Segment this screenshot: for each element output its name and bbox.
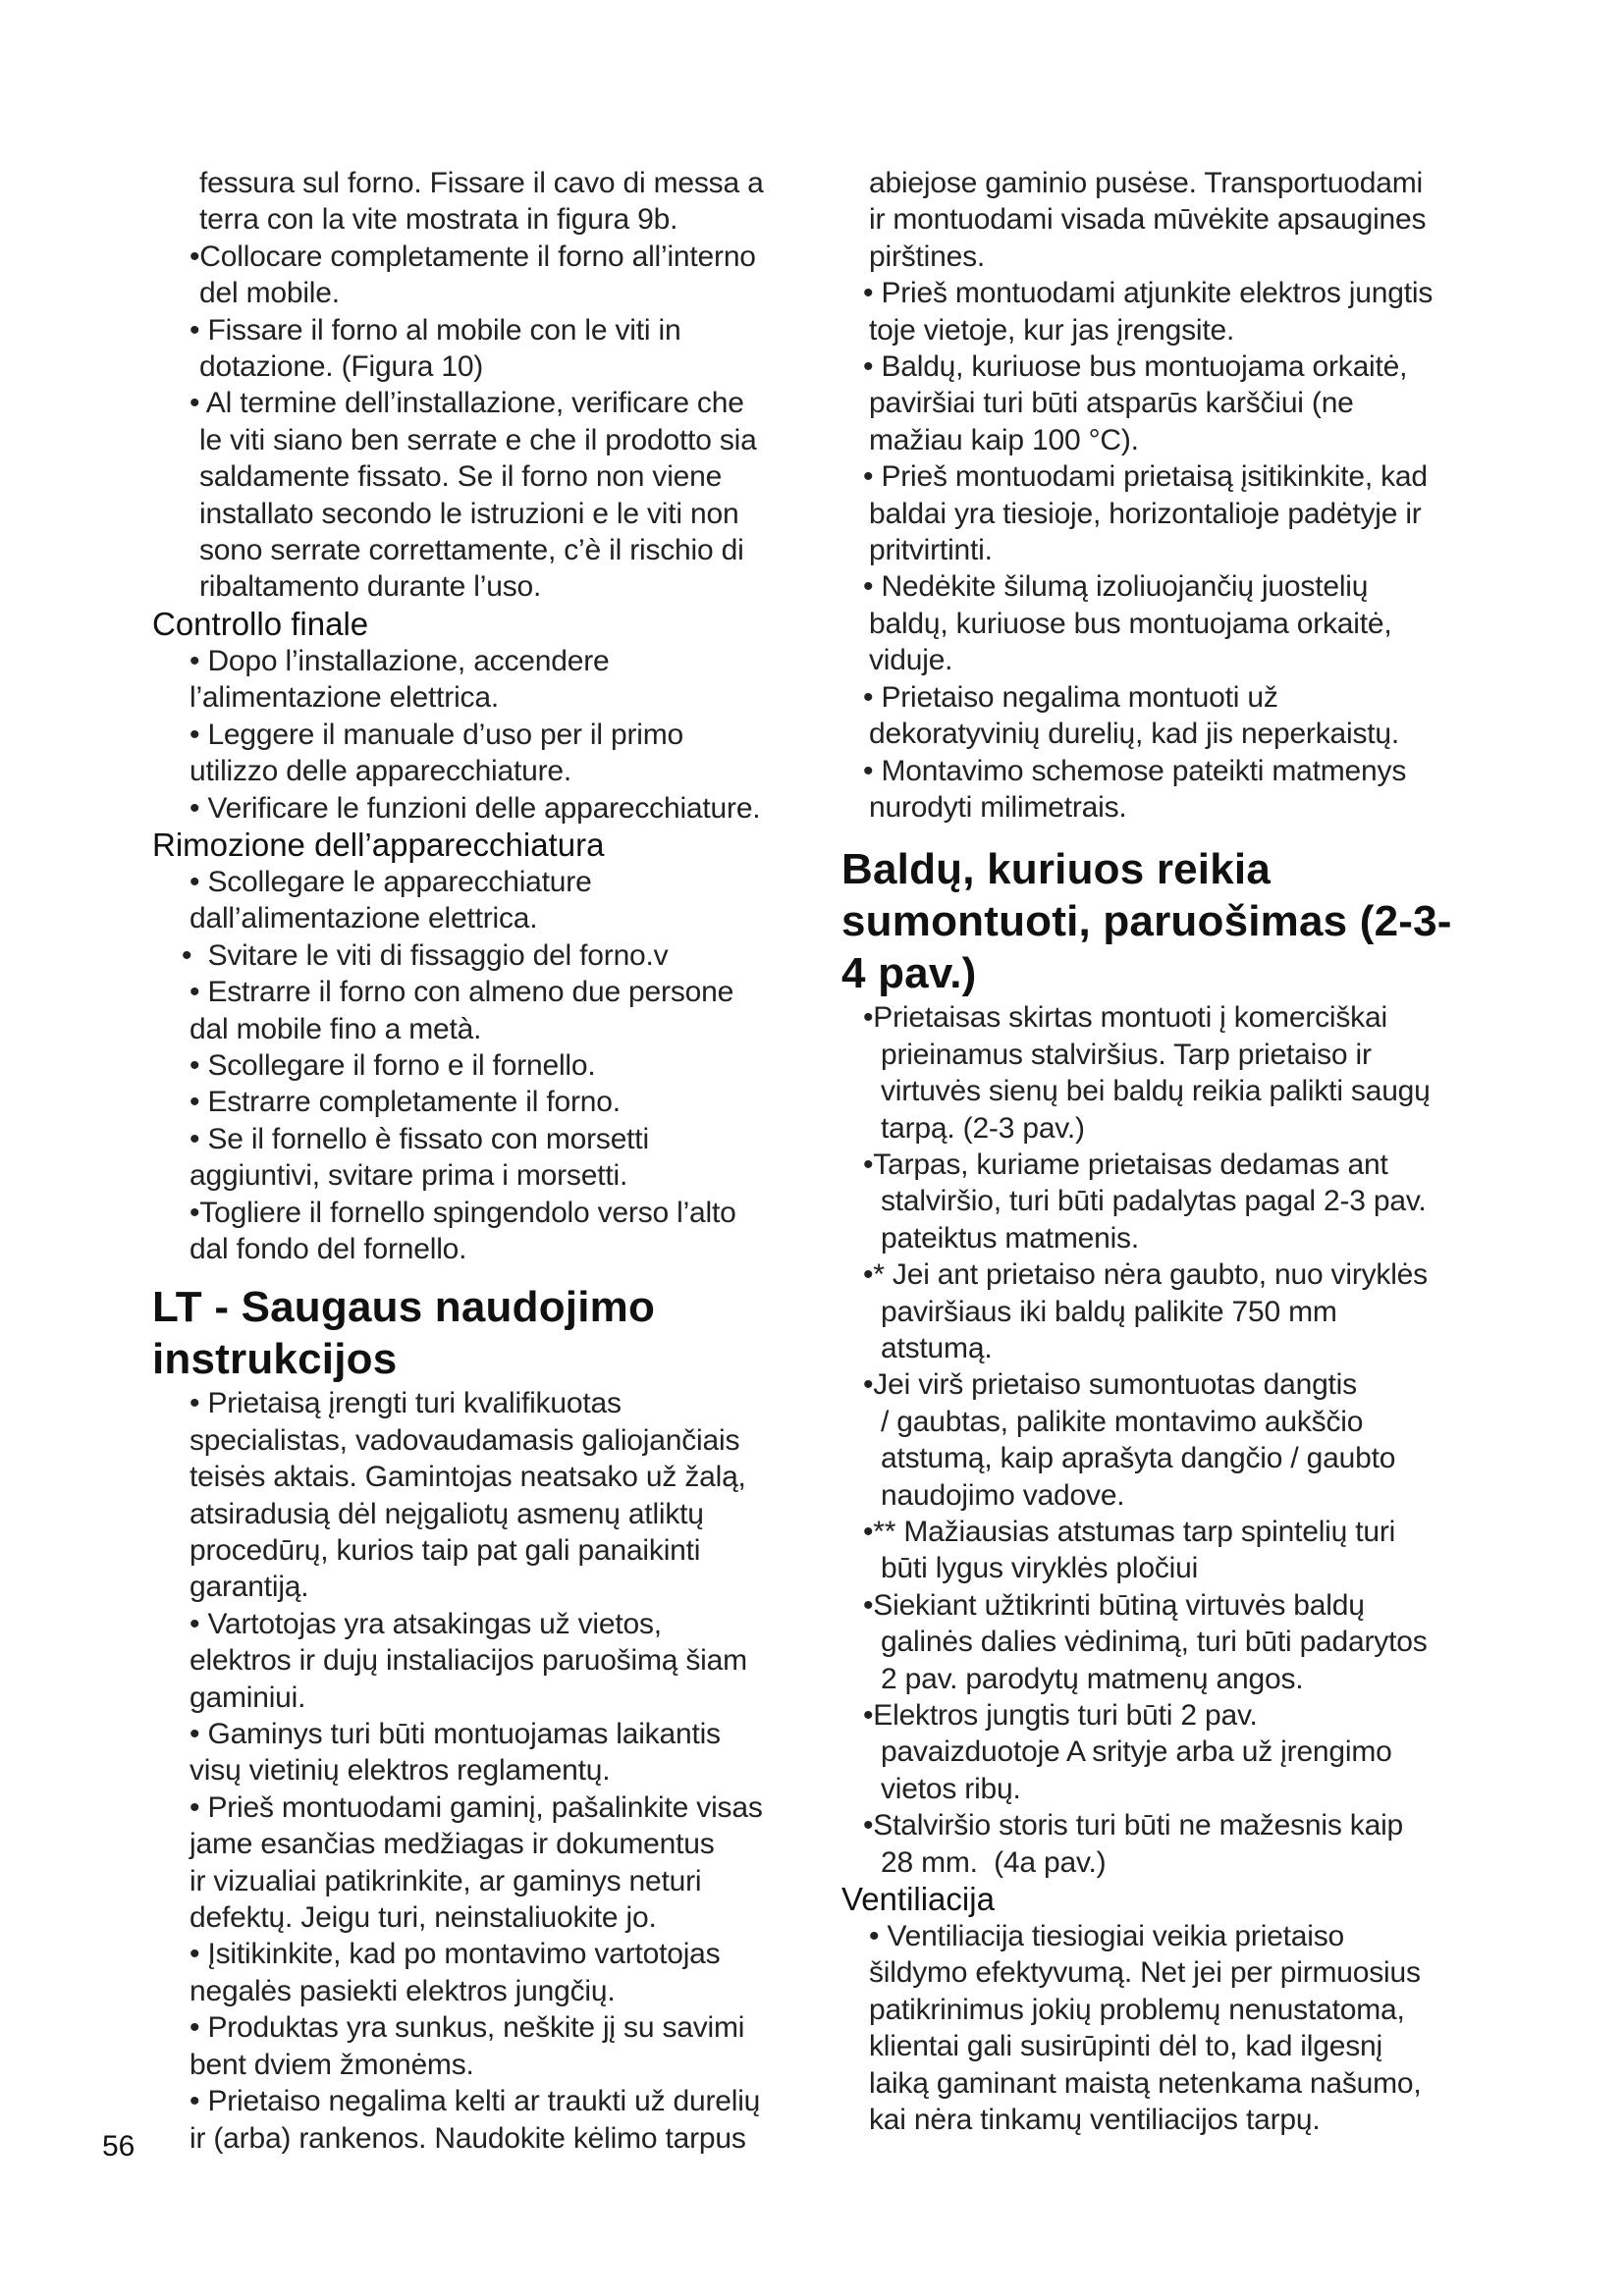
text-line: elektros ir dujų instaliacijos paruošimą šiam — [189, 1644, 747, 1678]
text-line: fessura sul forno. Fissare il cavo di messa a — [199, 167, 764, 199]
section-heading-baldu-line1: Baldų, kuriuos reikia — [841, 845, 1272, 894]
text-line: • Dopo l’installazione, accendere — [189, 644, 610, 677]
text-line: laiką gaminant maistą netenkama našumo, — [869, 2066, 1422, 2100]
text-line: 28 mm. (4a pav.) — [881, 1845, 1107, 1879]
text-line: •Prietaisas skirtas montuoti į komerciškai — [863, 1001, 1387, 1035]
text-line: pritvirtinti. — [869, 534, 993, 567]
text-line: •Togliere il fornello spingendolo verso l’alto — [189, 1196, 736, 1229]
text-line: •Elektros jungtis turi būti 2 pav. — [863, 1699, 1258, 1733]
text-line: dall’alimentazione elettrica. — [189, 902, 538, 935]
text-line: • Baldų, kuriuose bus montuojama orkaitė, — [863, 350, 1408, 384]
section-heading-lt-line1: LT - Saugaus naudojimo — [152, 1283, 656, 1332]
text-line: installato secondo le istruzioni e le viti non — [199, 497, 739, 530]
text-line: vietos ribų. — [881, 1772, 1021, 1805]
section-heading-rimozione: Rimozione dell’apparecchiatura — [152, 826, 605, 863]
text-line: jame esančias medžiagas ir dokumentus — [189, 1828, 715, 1861]
text-line: pirštines. — [869, 240, 986, 273]
text-line: •Collocare completamente il forno all’interno — [189, 240, 756, 273]
text-line: • Prieš montuodami prietaisą įsitikinkite, kad — [863, 460, 1428, 494]
text-line: defektų. Jeigu turi, neinstaliuokite jo. — [189, 1901, 657, 1935]
text-line: •* Jei ant prietaiso nėra gaubto, nuo viryklės — [863, 1258, 1428, 1292]
text-line: galinės dalies vėdinimą, turi būti padarytos — [881, 1626, 1428, 1659]
text-line: • Prietaiso negalima montuoti už — [863, 680, 1278, 714]
text-line: viduje. — [869, 644, 953, 677]
text-line: paviršiai turi būti atsparūs karščiui (ne — [869, 387, 1354, 420]
text-line: •Tarpas, kuriame prietaisas dedamas ant — [863, 1148, 1388, 1181]
section-heading-baldu-line2: sumontuoti, paruošimas (2-3- — [841, 897, 1452, 946]
text-line: •Stalviršio storis turi būti ne mažesnis kaip — [863, 1809, 1404, 1842]
text-line: • Verificare le funzioni delle apparecchiature. — [189, 791, 761, 825]
text-line: pateiktus matmenis. — [881, 1221, 1139, 1255]
text-line: visų vietinių elektros reglamentų. — [189, 1754, 611, 1788]
text-line: nurodyti milimetrais. — [869, 790, 1127, 824]
section-heading-lt-line2: instrukcijos — [152, 1335, 398, 1384]
text-line: • Prietaisą įrengti turi kvalifikuotas — [189, 1387, 622, 1420]
text-line: virtuvės sienų bei baldų reikia palikti saugų — [881, 1075, 1431, 1108]
text-line: prieinamus stalviršius. Tarp prietaiso ir — [881, 1038, 1372, 1071]
text-line: toje vietoje, kur jas įrengsite. — [869, 313, 1235, 347]
text-line: negalės pasiekti elektros jungčių. — [189, 1974, 616, 2007]
text-line: aggiuntivi, svitare prima i morsetti. — [189, 1159, 628, 1193]
text-line: sono serrate correttamente, c’è il rischio di — [199, 534, 744, 567]
text-line: • Produktas yra sunkus, neškite jį su savimi — [189, 2011, 745, 2045]
text-line: gaminiui. — [189, 1681, 306, 1714]
text-line: pavaizduotoje A srityje arba už įrengimo — [881, 1735, 1392, 1769]
text-line: utilizzo delle apparecchiature. — [189, 755, 572, 788]
text-line: • Prieš montuodami gaminį, pašalinkite visas — [189, 1790, 763, 1824]
text-line: •Jei virš prietaiso sumontuotas dangtis — [863, 1368, 1357, 1402]
text-line: • Prietaiso negalima kelti ar traukti už durelių — [189, 2085, 761, 2118]
text-line: saldamente fissato. Se il forno non viene — [199, 460, 723, 494]
text-line: le viti siano ben serrate e che il prodotto sia — [199, 423, 757, 456]
text-line: • Nedėkite šilumą izoliuojančių juostelių — [863, 570, 1369, 604]
text-line: dekoratyvinių durelių, kad jis neperkaistų. — [869, 718, 1400, 751]
text-line: dal mobile fino a metà. — [189, 1012, 482, 1045]
text-line: dotazione. (Figura 10) — [199, 350, 484, 384]
text-line: • Se il fornello è fissato con morsetti — [189, 1122, 649, 1155]
text-line: atsiradusią dėl neįgaliotų asmenų atliktų — [189, 1497, 704, 1530]
text-line: šildymo efektyvumą. Net jei per pirmuosius — [869, 1956, 1421, 1990]
text-line: ir (arba) rankenos. Naudokite kėlimo tarpus — [189, 2121, 746, 2155]
text-line: ir vizualiai patikrinkite, ar gaminys neturi — [189, 1864, 702, 1897]
text-line: •** Mažiausias atstumas tarp spintelių turi — [863, 1516, 1396, 1548]
text-line: klientai gali susirūpinti dėl to, kad ilgesnį — [869, 2030, 1382, 2063]
text-line: procedūrų, kurios taip pat gali panaikinti — [189, 1534, 701, 1567]
text-line: mažiau kaip 100 °C). — [869, 423, 1139, 456]
text-line: •Siekiant užtikrinti būtiną virtuvės baldų — [863, 1588, 1365, 1622]
text-line: kai nėra tinkamų ventiliacijos tarpų. — [869, 2104, 1321, 2137]
text-line: • Montavimo schemose pateikti matmenys — [863, 754, 1407, 787]
text-line: • Gaminys turi būti montuojamas laikantis — [189, 1718, 721, 1751]
text-line: • Svitare le viti di fissaggio del forno.v — [182, 938, 669, 972]
text-line: 2 pav. parodytų matmenų angos. — [881, 1662, 1304, 1695]
text-line: • Leggere il manuale d’uso per il primo — [189, 718, 683, 751]
text-line: stalviršio, turi būti padalytas pagal 2-3 pav. — [881, 1185, 1427, 1218]
text-line: baldų, kuriuose bus montuojama orkaitė, — [869, 607, 1392, 640]
text-line: terra con la vite mostrata in figura 9b. — [199, 203, 678, 237]
text-line: del mobile. — [199, 277, 340, 310]
text-line: • Įsitikinkite, kad po montavimo vartotojas — [189, 1938, 721, 1971]
text-line: • Scollegare le apparecchiature — [189, 865, 592, 898]
text-line: garantiją. — [189, 1571, 309, 1604]
text-line: atstumą. — [881, 1331, 993, 1364]
text-line: patikrinimus jokių problemų nenustatoma, — [869, 1993, 1405, 2026]
section-heading-ventiliacija: Ventiliacija — [841, 1881, 995, 1918]
text-line: • Estrarre completamente il forno. — [189, 1086, 621, 1119]
section-heading-baldu-line3: 4 pav.) — [841, 949, 977, 998]
left-column — [152, 165, 810, 2157]
text-line: bent dviem žmonėms. — [189, 2048, 474, 2081]
text-line: • Fissare il forno al mobile con le viti in — [189, 313, 681, 347]
text-line: ir montuodami visada mūvėkite apsaugines — [869, 203, 1427, 237]
text-line: • Estrarre il forno con almeno due persone — [189, 976, 734, 1009]
text-line: būti lygus viryklės pločiui — [881, 1552, 1199, 1585]
text-line: tarpą. (2-3 pav.) — [881, 1111, 1085, 1145]
text-line: • Scollegare il forno e il fornello. — [189, 1048, 596, 1082]
text-line: • Prieš montuodami atjunkite elektros jungtis — [863, 277, 1434, 310]
text-line: teisės aktais. Gamintojas neatsako už žalą, — [189, 1461, 746, 1494]
text-line: • Ventiliacija tiesiogiai veikia prietaiso — [869, 1920, 1345, 1953]
text-line: atstumą, kaip aprašyta dangčio / gaubto — [881, 1442, 1396, 1475]
text-line: baldai yra tiesioje, horizontalioje padėtyje ir — [869, 497, 1422, 530]
text-line: specialistas, vadovaudamasis galiojančiais — [189, 1423, 740, 1457]
text-line: abiejose gaminio pusėse. Transportuodami — [869, 167, 1424, 199]
section-heading-controllo: Controllo finale — [152, 605, 369, 642]
text-line: dal fondo del fornello. — [189, 1232, 467, 1265]
text-line: • Vartotojas yra atsakingas už vietos, — [189, 1607, 662, 1640]
text-line: paviršiaus iki baldų palikite 750 mm — [881, 1295, 1337, 1328]
page-number: 56 — [102, 2130, 135, 2163]
text-line: ribaltamento durante l’uso. — [199, 570, 542, 604]
right-column — [841, 165, 1489, 2139]
text-line: naudojimo vadove. — [881, 1478, 1125, 1512]
text-line: • Al termine dell’installazione, verificare che — [189, 387, 744, 420]
text-line: l’alimentazione elettrica. — [189, 681, 499, 715]
text-line: / gaubtas, palikite montavimo aukščio — [881, 1405, 1364, 1438]
